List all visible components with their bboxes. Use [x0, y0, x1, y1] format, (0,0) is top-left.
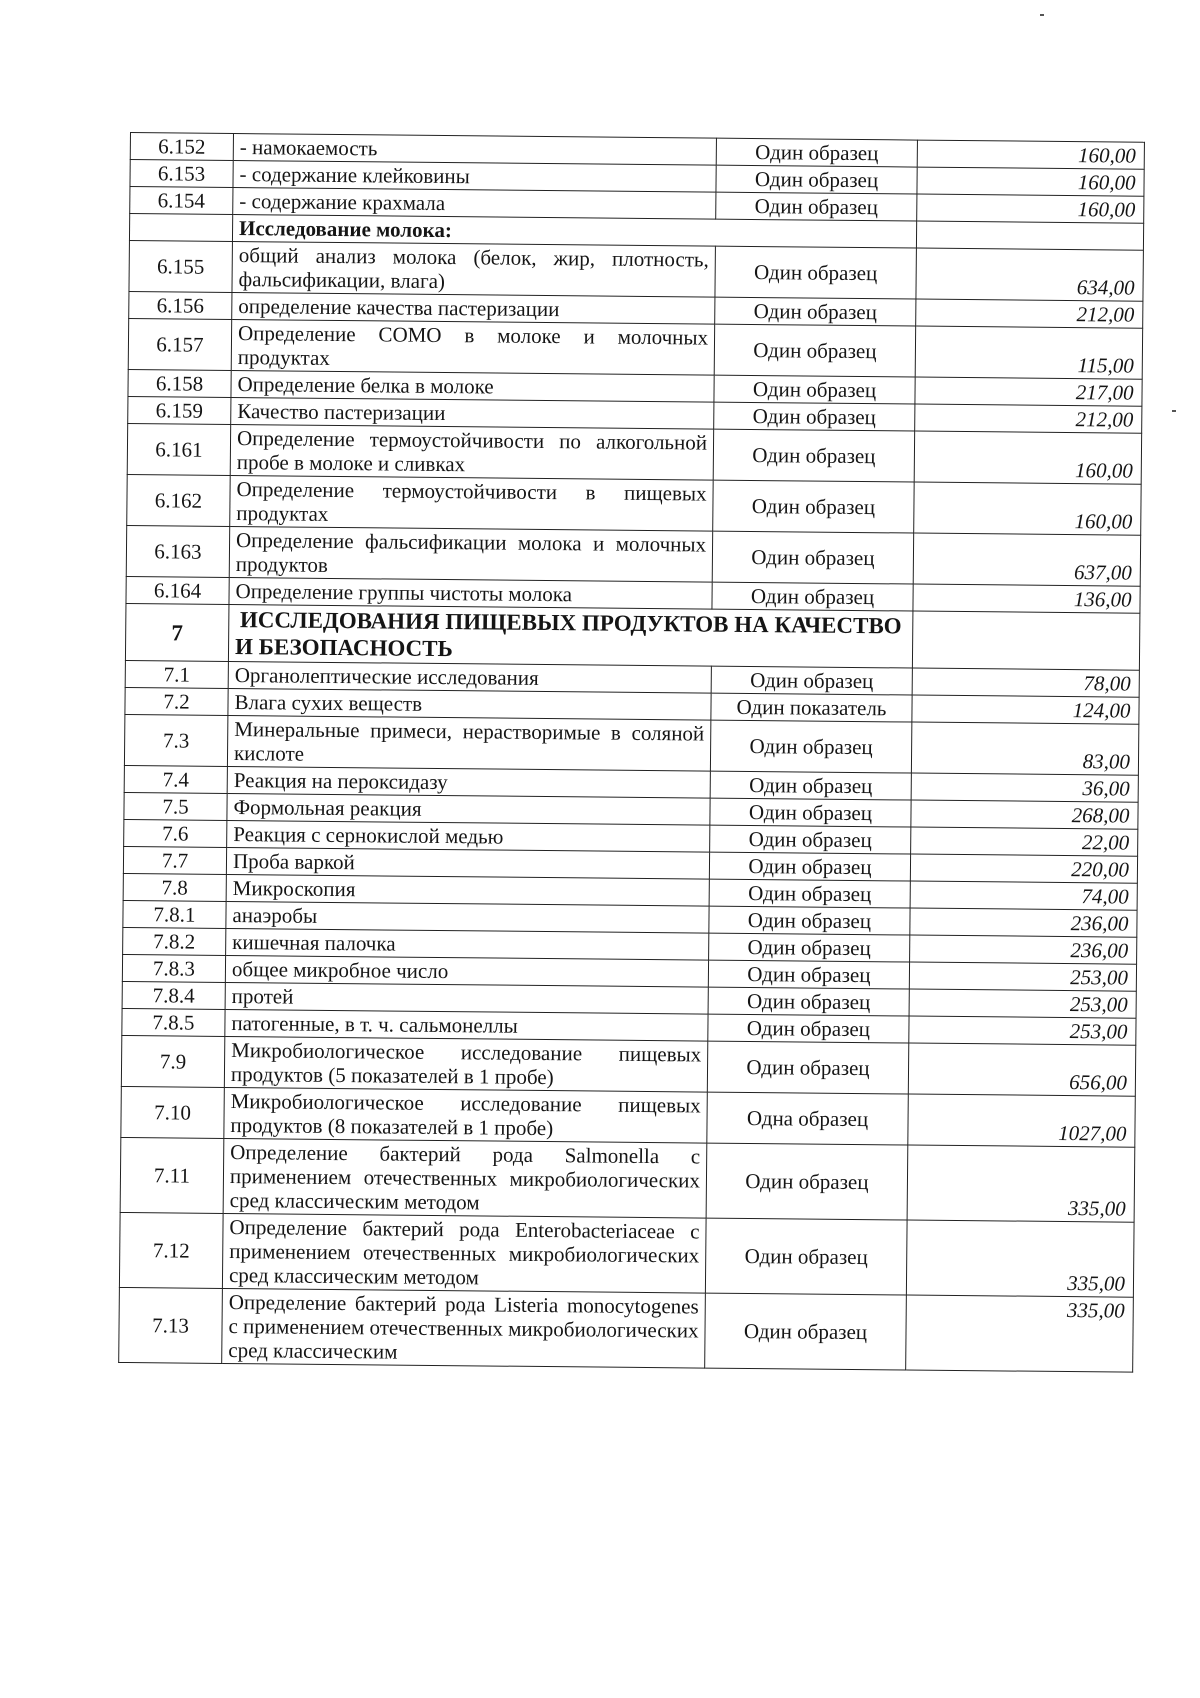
- row-number: 7.8.2: [123, 927, 226, 955]
- service-name: Микроскопия: [226, 874, 709, 906]
- row-number: 7.9: [121, 1035, 224, 1087]
- price-value: 83,00: [911, 722, 1138, 775]
- price-value: 335,00: [906, 1220, 1134, 1297]
- row-number: 6.163: [126, 525, 229, 577]
- price-value: 124,00: [912, 695, 1139, 724]
- price-list-table: [118, 132, 1145, 1373]
- row-number: 7.10: [121, 1086, 224, 1138]
- price-value: 160,00: [917, 140, 1144, 169]
- section-title: ИССЛЕДОВАНИЯ ПИЩЕВЫХ ПРОДУКТОВ НА КАЧЕСТВО И БЕЗОПАСНОСТЬ: [228, 604, 913, 668]
- unit-of-measure: Один образец: [709, 933, 910, 962]
- unit-of-measure: Один образец: [709, 879, 910, 908]
- price-value: 253,00: [909, 962, 1136, 991]
- unit-of-measure: Один образец: [713, 429, 914, 482]
- price-value: 136,00: [913, 584, 1140, 613]
- service-name: - содержание клейковины: [233, 160, 716, 192]
- price-value: 115,00: [915, 326, 1142, 379]
- unit-of-measure: Один образец: [711, 666, 912, 695]
- unit-of-measure: Один образец: [715, 246, 916, 299]
- price-value: 217,00: [915, 377, 1142, 406]
- row-number: 7.2: [125, 687, 228, 715]
- price-value: 236,00: [910, 908, 1137, 937]
- service-name: Формольная реакция: [227, 793, 710, 825]
- row-number: 6.156: [129, 291, 232, 319]
- unit-of-measure: Один образец: [705, 1293, 907, 1370]
- price-value: 268,00: [911, 800, 1138, 829]
- price-value: 160,00: [917, 194, 1144, 223]
- price-empty: [916, 221, 1143, 250]
- row-number: 6.152: [130, 133, 233, 161]
- unit-of-measure: Один образец: [709, 852, 910, 881]
- service-name: Микробиологическое исследование пищевых продуктов (8 показателей в 1 пробе): [224, 1087, 707, 1143]
- section-number: 7: [125, 603, 229, 661]
- unit-of-measure: Один образец: [716, 138, 917, 167]
- service-name: Определение термоустойчивости по алкогольной пробе в молоке и сливках: [230, 424, 713, 480]
- unit-of-measure: Один образец: [706, 1143, 908, 1220]
- unit-of-measure: Один образец: [709, 906, 910, 935]
- row-number: 6.161: [127, 423, 230, 475]
- service-name: протей: [225, 982, 708, 1014]
- table-row: [119, 1287, 1134, 1372]
- unit-of-measure: Один образец: [707, 1041, 908, 1094]
- service-name: Проба варкой: [226, 847, 709, 879]
- row-number: 6.157: [128, 318, 231, 370]
- row-number: 6.164: [126, 576, 229, 604]
- row-number: 7.8.5: [122, 1008, 225, 1036]
- service-name: кишечная палочка: [226, 928, 709, 960]
- unit-of-measure: Один образец: [710, 825, 911, 854]
- price-value: 335,00: [907, 1145, 1135, 1222]
- scan-speck: [1172, 410, 1176, 412]
- price-value: 78,00: [912, 668, 1139, 697]
- row-number: 6.153: [130, 160, 233, 188]
- unit-of-measure: Один показатель: [711, 693, 912, 722]
- service-name: Определение белка в молоке: [231, 370, 714, 402]
- price-list-body: [119, 133, 1145, 1373]
- unit-of-measure: Один образец: [715, 297, 916, 326]
- unit-of-measure: Один образец: [708, 987, 909, 1016]
- row-number: 6.159: [128, 396, 231, 424]
- price-value: 212,00: [915, 404, 1142, 433]
- service-name: общий анализ молока (белок, жир, плотность, фальсификации, влага): [232, 241, 715, 297]
- row-number: 6.162: [127, 474, 230, 526]
- unit-of-measure: Один образец: [716, 192, 917, 221]
- price-value: 637,00: [913, 533, 1140, 586]
- unit-of-measure: Один образец: [705, 1218, 907, 1295]
- unit-of-measure: Один образец: [714, 375, 915, 404]
- price-empty: [912, 611, 1140, 670]
- service-name: Реакция на пероксидазу: [227, 766, 710, 798]
- row-number: 7.3: [124, 714, 227, 766]
- service-name: Определение группы чистоты молока: [229, 577, 712, 609]
- unit-of-measure: Один образец: [710, 771, 911, 800]
- subsection-title: Исследование молока:: [232, 214, 916, 248]
- row-number: 7.5: [124, 792, 227, 820]
- unit-of-measure: Один образец: [708, 960, 909, 989]
- price-value: 335,00: [906, 1295, 1134, 1372]
- scan-speck: [1040, 14, 1044, 16]
- price-value: 253,00: [909, 989, 1136, 1018]
- service-name: Микробиологическое исследование пищевых продуктов (5 показателей в 1 пробе): [224, 1036, 707, 1092]
- service-name: определение качества пастеризации: [232, 292, 715, 324]
- unit-of-measure: Один образец: [712, 531, 913, 584]
- table-row: [119, 1212, 1134, 1297]
- price-value: 220,00: [910, 854, 1137, 883]
- service-name: Органолептические исследования: [228, 661, 711, 693]
- service-name: Определение бактерий рода Salmonella с применением отечественных микробиологических сред классическим методом: [223, 1138, 707, 1218]
- row-number: 7.11: [120, 1137, 224, 1213]
- section-row: [125, 603, 1140, 670]
- price-value: 160,00: [914, 431, 1141, 484]
- service-name: Определение бактерий рода Listeria monocytogenes с применением отечественных микробиологических сред классическим: [222, 1288, 706, 1368]
- price-value: 253,00: [909, 1016, 1136, 1045]
- price-value: 22,00: [911, 827, 1138, 856]
- service-name: Определение фальсификации молока и молочных продуктов: [229, 526, 712, 582]
- unit-of-measure: Один образец: [714, 324, 915, 377]
- unit-of-measure: Один образец: [714, 402, 915, 431]
- row-number: 6.158: [128, 369, 231, 397]
- row-number: 6.154: [130, 187, 233, 215]
- service-name: Минеральные примеси, нерастворимые в соляной кислоте: [227, 715, 710, 771]
- table-row: [120, 1137, 1135, 1222]
- row-number: 7.8.3: [122, 954, 225, 982]
- row-number: 7.6: [124, 819, 227, 847]
- unit-of-measure: Один образец: [708, 1014, 909, 1043]
- price-value: 212,00: [916, 299, 1143, 328]
- row-number: 7.7: [123, 846, 226, 874]
- service-name: Определение бактерий рода Enterobacteriaceae с применением отечественных микробиологических сред классическим методом: [222, 1213, 706, 1293]
- unit-of-measure: Один образец: [710, 720, 911, 773]
- service-name: Определение термоустойчивости в пищевых продуктах: [230, 475, 713, 531]
- row-number: 7.8.4: [122, 981, 225, 1009]
- service-name: анаэробы: [226, 901, 709, 933]
- row-number: 6.155: [129, 240, 232, 292]
- unit-of-measure: Один образец: [716, 165, 917, 194]
- price-value: 160,00: [917, 167, 1144, 196]
- unit-of-measure: Один образец: [712, 582, 913, 611]
- price-value: 236,00: [910, 935, 1137, 964]
- service-name: патогенные, в т. ч. сальмонеллы: [225, 1009, 708, 1041]
- service-name: - содержание крахмала: [233, 187, 716, 219]
- unit-of-measure: Один образец: [713, 480, 914, 533]
- unit-of-measure: Один образец: [710, 798, 911, 827]
- service-name: - намокаемость: [233, 133, 716, 165]
- row-number: 7.12: [119, 1212, 223, 1288]
- unit-of-measure: Одна образец: [707, 1092, 908, 1145]
- price-value: 36,00: [911, 773, 1138, 802]
- price-value: 634,00: [916, 248, 1143, 301]
- row-number: 7.8: [123, 873, 226, 901]
- service-name: Качество пастеризации: [231, 397, 714, 429]
- price-value: 74,00: [910, 881, 1137, 910]
- service-name: общее микробное число: [225, 955, 708, 987]
- price-value: 160,00: [914, 482, 1141, 535]
- row-number-empty: [129, 214, 232, 242]
- row-number: 7.4: [124, 765, 227, 793]
- service-name: Реакция с сернокислой медью: [227, 820, 710, 852]
- row-number: 7.8.1: [123, 900, 226, 928]
- row-number: 7.13: [119, 1287, 223, 1363]
- service-name: Определение СОМО в молоке и молочных продуктах: [231, 319, 714, 375]
- price-value: 1027,00: [908, 1094, 1135, 1147]
- service-name: Влага сухих веществ: [228, 688, 711, 720]
- price-value: 656,00: [908, 1043, 1135, 1096]
- row-number: 7.1: [125, 660, 228, 688]
